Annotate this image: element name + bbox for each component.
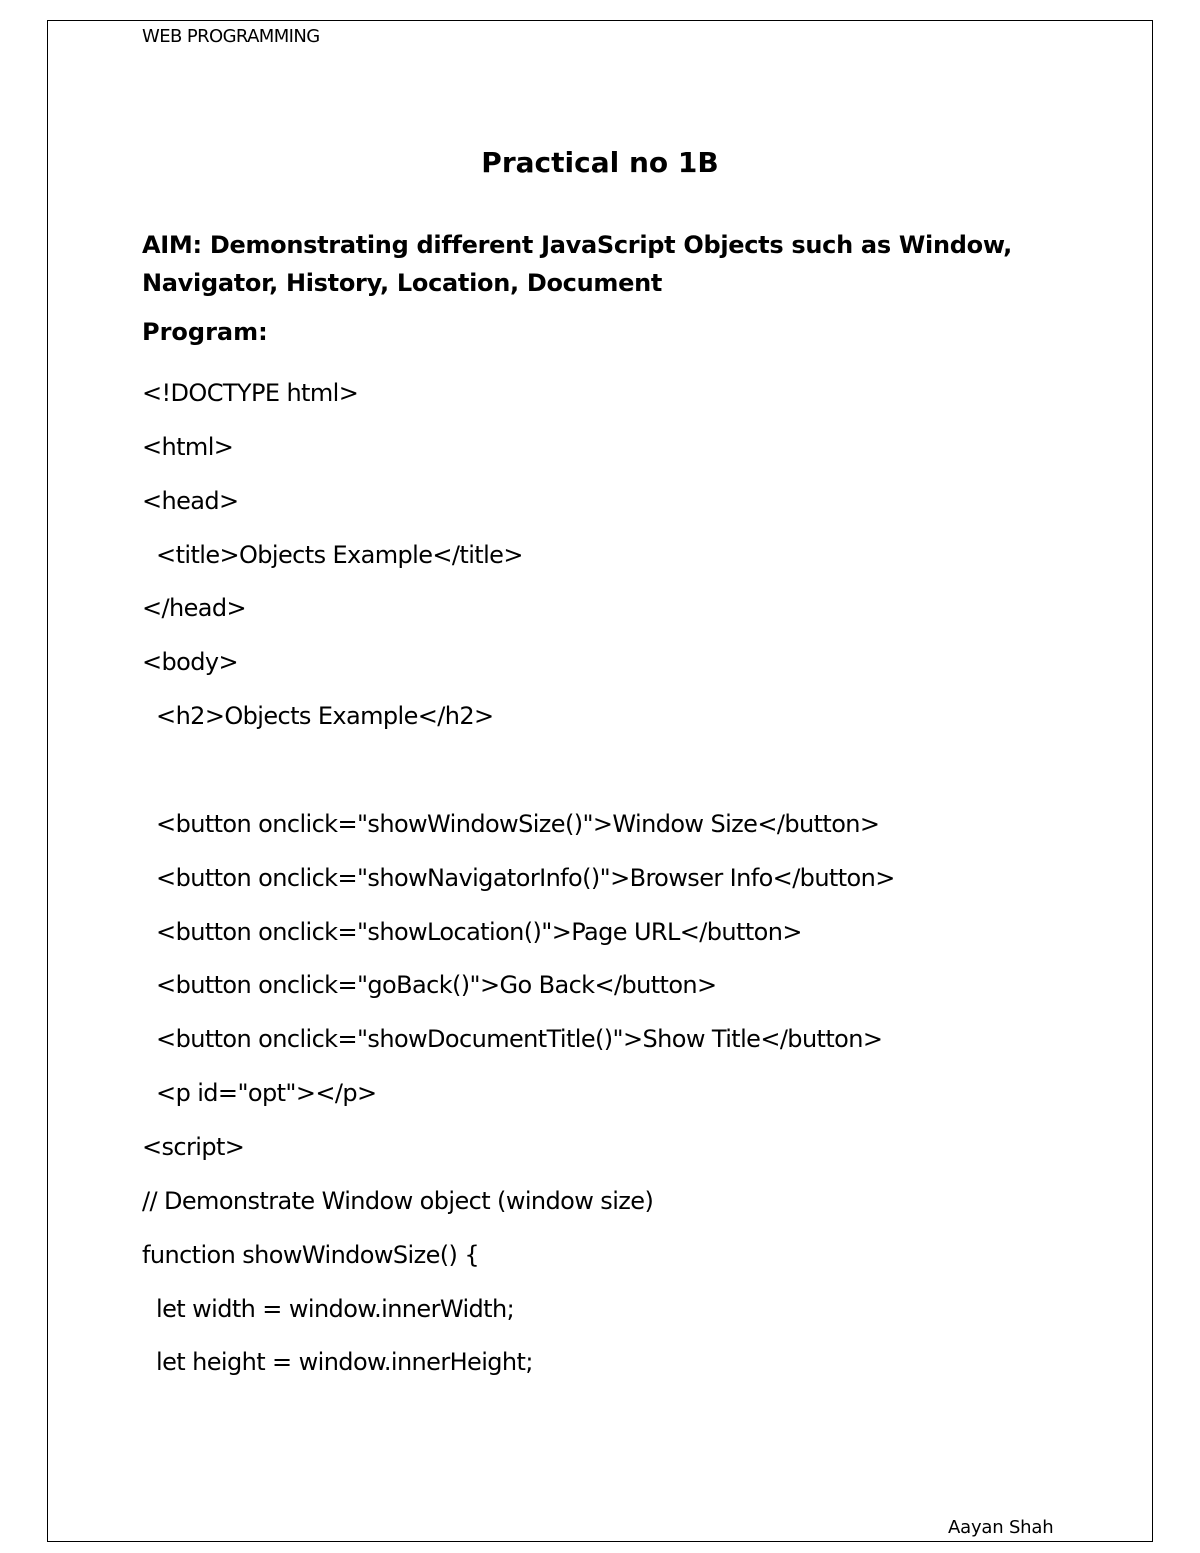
code-line: <!DOCTYPE html> [142, 379, 359, 407]
code-line [142, 753, 895, 807]
code-line: <head> [142, 486, 239, 515]
code-line: <p id="opt"></p> [142, 1079, 377, 1108]
running-header: WEB PROGRAMMING [142, 26, 320, 47]
code-line: <title>Objects Example</title> [142, 540, 523, 569]
code-line: <button onclick="goBack()">Go Back</button> [142, 971, 717, 1000]
code-line: <html> [142, 432, 234, 461]
code-line: function showWindowSize() { [142, 1240, 480, 1269]
code-line: <button onclick="showNavigatorInfo()">Browser Info</button> [142, 863, 895, 892]
code-line: <button onclick="showWindowSize()">Window Size</button> [142, 809, 880, 838]
code-line: <body> [142, 648, 238, 677]
code-line: <button onclick="showLocation()">Page URL</button> [142, 917, 802, 946]
code-line: <h2>Objects Example</h2> [142, 702, 494, 731]
program-label: Program: [142, 318, 268, 346]
code-line: let height = window.innerHeight; [142, 1348, 533, 1377]
document-title: Practical no 1B [481, 146, 719, 179]
code-listing [142, 376, 895, 1399]
code-line: </head> [142, 594, 247, 623]
code-line: let width = window.innerWidth; [142, 1294, 515, 1323]
code-line: <button onclick="showDocumentTitle()">Show Title</button> [142, 1025, 883, 1054]
code-line: // Demonstrate Window object (window size) [142, 1186, 654, 1215]
author-footer: Aayan Shah [948, 1517, 1054, 1538]
aim-statement: AIM: Demonstrating different JavaScript Objects such as Window, Navigator, History, Location, Document [142, 231, 1012, 297]
code-line: <script> [142, 1133, 245, 1162]
